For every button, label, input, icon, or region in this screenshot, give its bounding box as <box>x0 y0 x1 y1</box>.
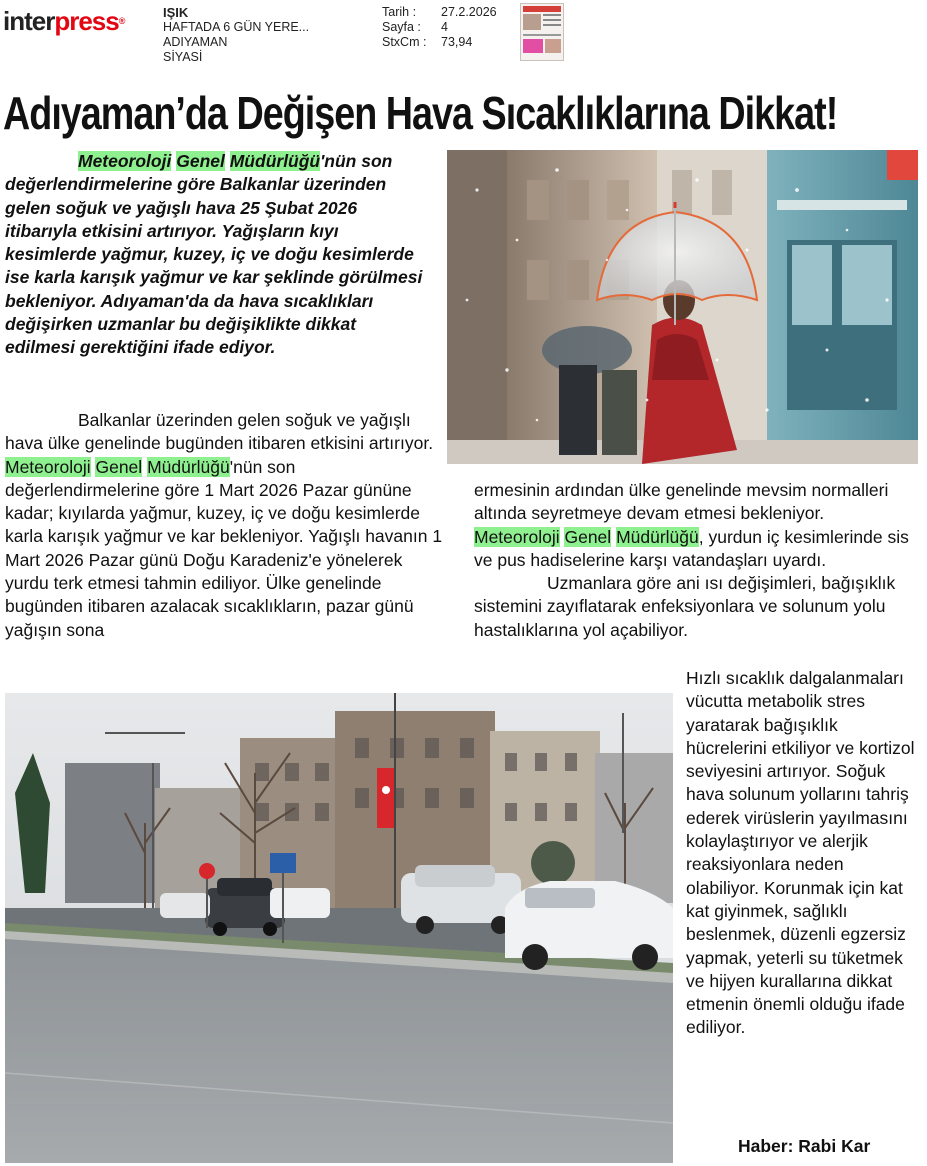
highlight-genel-2: Genel <box>95 456 143 477</box>
highlight-genel: Genel <box>176 151 225 171</box>
date-value: 27.2.2026 <box>441 5 497 19</box>
article-lead <box>5 150 425 360</box>
highlight-meteoroloji-2: Meteoroloji <box>5 456 91 477</box>
p2-text-after: , yurdun iç kesimlerinde sis ve pus hadiselerine karşı vatandaşları uyardı. <box>474 526 909 570</box>
publication-name: IŞIK <box>163 5 189 20</box>
date-label: Tarih : <box>382 5 417 19</box>
p2-text-before: ermesinin ardından ülke genelinde mevsim normalleri altında seyretmeye devam etmesi bekleniyor. <box>474 480 889 524</box>
page-thumbnail[interactable] <box>520 3 564 61</box>
logo-part2: press <box>54 6 119 36</box>
publication-meta <box>163 5 309 65</box>
article-paragraph-1 <box>5 409 445 642</box>
lead-text: 'nün son değerlendirmelerine göre Balkanlar üzerinden gelen soğuk ve yağışlı hava 25 Şubat 2026 itibarıyla etkisini artırıyor. Yağışların kıyı kesimlerde yağmur, kuzey, iç ve doğu kesimlerde ise karla karışık yağmur ve kar şeklinde görülmesi bekleniyor. Adıyaman'da da hava sıcaklıkları değişirken uzmanlar bu değişiklikte dikkat edilmesi gerektiğini ifade ediyor. <box>5 151 423 358</box>
highlight-genel-3: Genel <box>564 526 612 547</box>
highlight-mudurlugu: Müdürlüğü <box>229 151 321 171</box>
stxcm-value: 73,94 <box>441 35 473 49</box>
clipping-meta <box>382 5 497 50</box>
article-paragraph-4: Hızlı sıcaklık dalgalanmaları vücutta metabolik stres yaratarak bağışıklık hücrelerini etkiliyor ve kortizol seviyesini artırıyor. Soğuk hava solunum yollarını tahriş ederek virüslerin yayılmasını kolaylaştırıyor ve alerjik reaksiyonlara neden olabiliyor. Korunmak için kat kat giyinmek, sağlıklı beslenmek, düzenli egzersiz yapmak, yeterli su tüketmek ve hijyen kurallarına dikkat etmenin önemli olduğu ifade ediliyor. <box>686 668 915 1038</box>
page-label: Sayfa : <box>382 20 421 34</box>
page-value: 4 <box>441 20 448 34</box>
publication-frequency: HAFTADA 6 GÜN YERE... <box>163 20 310 34</box>
p1-text-after: 'nün son değerlendirmelerine göre 1 Mart 2026 Pazar gününe kadar; kıyılarda yağmur, kuzey, iç ve doğu kesimlerde karla karışık yağmur ve kar bekleniyor. Yağışlı havanın 1 Mart 2026 Pazar günü Doğu Karadeniz'e yönelerek yurdu terk etmesi tahmin ediliyor. Ülke genelinde bugünden itibaren azalacak sıcaklıkların, pazar günü yağışın sona <box>5 456 443 640</box>
logo-part1: inter <box>3 6 55 36</box>
highlight-mudurlugu-2: Müdürlüğü <box>147 456 230 477</box>
interpress-logo <box>3 6 124 36</box>
article-headline: Adıyaman’da Değişen Hava Sıcaklıklarına Dikkat! <box>3 87 838 139</box>
p1-text-before: Balkanlar üzerinden gelen soğuk ve yağışlı hava ülke genelinde bugünden itibaren etkisini artırıyor. <box>5 410 434 454</box>
photo-rainy-street <box>5 693 673 1163</box>
publication-city: ADIYAMAN <box>163 35 228 49</box>
stxcm-label: StxCm : <box>382 35 427 49</box>
article-paragraph-2 <box>474 479 914 642</box>
highlight-meteoroloji: Meteoroloji <box>78 151 172 171</box>
logo-registered-mark: ® <box>118 16 125 26</box>
article-byline: Haber: Rabi Kar <box>738 1136 871 1156</box>
highlight-mudurlugu-3: Müdürlüğü <box>616 526 699 547</box>
photo-umbrella-street <box>447 150 918 464</box>
p3-text: Uzmanlara göre ani ısı değişimleri, bağışıklık sistemini zayıflatarak enfeksiyonlara ve solunum yolu hastalıklarına yol açabiliyor. <box>474 573 896 640</box>
highlight-meteoroloji-3: Meteoroloji <box>474 526 560 547</box>
publication-category: SİYASİ <box>163 50 203 64</box>
